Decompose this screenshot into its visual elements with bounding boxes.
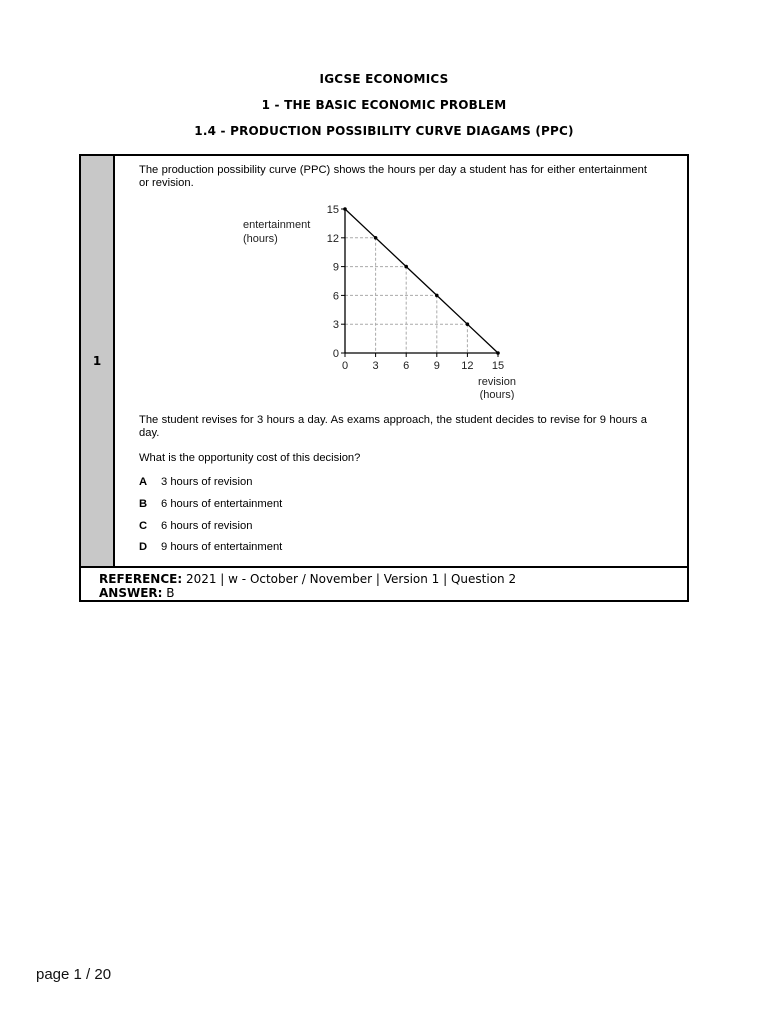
- y-tick-label: 15: [326, 204, 339, 216]
- answer-label: ANSWER:: [99, 586, 163, 600]
- reference-line: [99, 572, 687, 586]
- subject-heading: IGCSE ECONOMICS: [319, 72, 449, 86]
- y-tick-label: 3: [332, 319, 339, 332]
- question-content: [115, 156, 687, 566]
- data-point: [435, 294, 439, 298]
- option-letter: C: [139, 520, 148, 532]
- page-indicator: page 1 / 20: [36, 966, 112, 983]
- option-letter: D: [139, 541, 148, 553]
- option-letter: A: [139, 476, 148, 488]
- y-tick-label: 0: [332, 348, 339, 360]
- question-number: 1: [81, 156, 115, 566]
- x-tick-label: 15: [491, 360, 505, 372]
- ppc-line: [345, 209, 498, 353]
- option-text: 9 hours of entertainment: [161, 541, 283, 553]
- option-text: 3 hours of revision: [161, 476, 253, 488]
- option-a: [139, 476, 539, 489]
- y-axis-label-line2: (hours): [243, 233, 278, 245]
- question-table: [79, 154, 689, 602]
- question-prompt: What is the opportunity cost of this decision?: [139, 452, 361, 464]
- reference-row: [81, 566, 687, 600]
- question-scenario: The student revises for 3 hours a day. As exams approach, the student decides to revise for 9 hours a day.: [139, 414, 647, 439]
- x-tick-label: 12: [461, 360, 474, 372]
- subtopic-heading: 1.4 - PRODUCTION POSSIBILITY CURVE DIAGAMS (PPC): [194, 124, 574, 138]
- data-point: [404, 265, 408, 269]
- y-tick-label: 6: [332, 290, 339, 303]
- plot-area: [327, 204, 504, 372]
- option-c: [139, 520, 539, 533]
- x-tick-label: 9: [433, 360, 440, 372]
- y-axis-label-line1: entertainment: [243, 219, 311, 231]
- x-axis-label-line1: revision: [478, 376, 516, 388]
- x-axis-label-line2: (hours): [479, 389, 515, 400]
- x-tick-label: 3: [372, 360, 379, 372]
- option-text: 6 hours of entertainment: [161, 498, 283, 510]
- option-letter: B: [139, 498, 148, 510]
- topic-heading: 1 - THE BASIC ECONOMIC PROBLEM: [261, 98, 507, 112]
- ppc-chart: [235, 200, 525, 400]
- reference-value: 2021 | w - October / November | Version 1 | Question 2: [185, 572, 517, 586]
- page-headings: [0, 66, 768, 144]
- y-tick-label: 9: [332, 261, 339, 274]
- option-d: [139, 541, 539, 554]
- reference-label: REFERENCE:: [99, 572, 183, 586]
- data-point: [466, 322, 470, 326]
- x-tick-label: 6: [403, 360, 410, 372]
- answer-value: B: [166, 586, 175, 600]
- x-tick-label: 0: [341, 360, 349, 372]
- answer-line: [99, 586, 687, 600]
- data-point: [374, 236, 378, 240]
- question-intro: The production possibility curve (PPC) shows the hours per day a student has for either entertainment or revision.: [139, 164, 647, 189]
- option-text: 6 hours of revision: [161, 520, 253, 532]
- option-b: [139, 498, 539, 511]
- y-tick-label: 12: [326, 232, 339, 245]
